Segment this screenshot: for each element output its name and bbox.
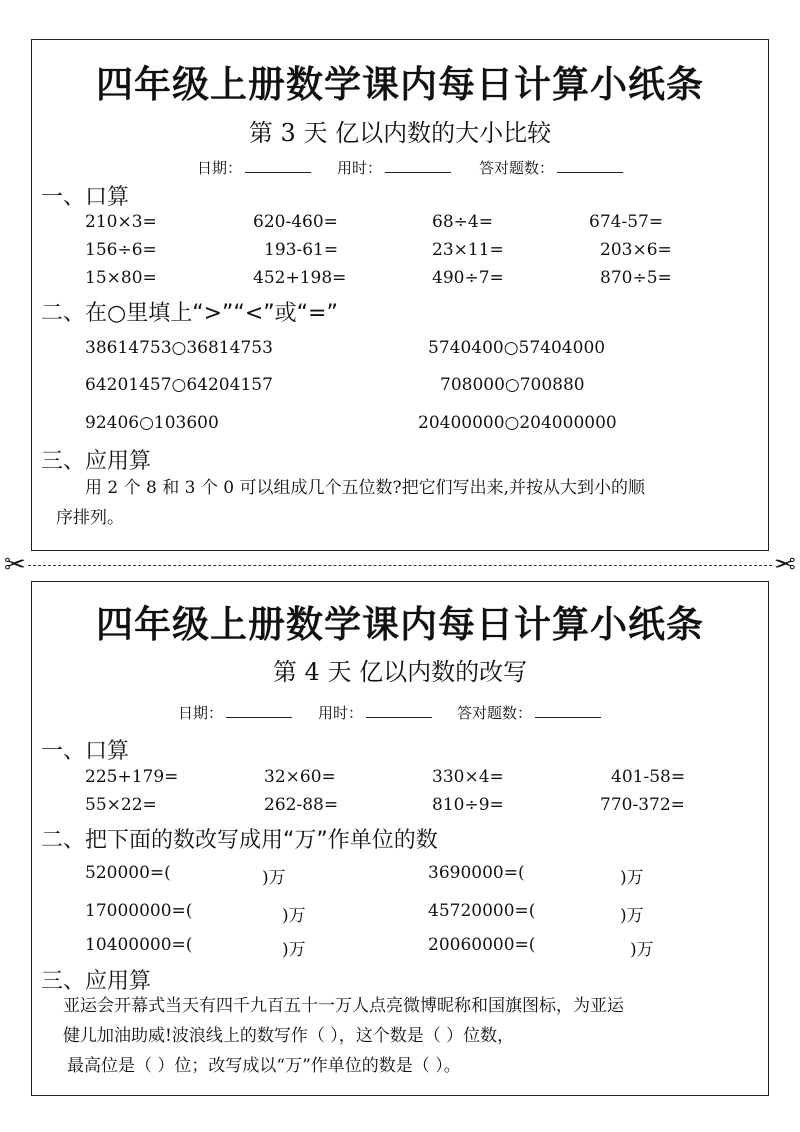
time-field <box>318 702 432 723</box>
oral-problem: 810÷9= <box>432 795 504 815</box>
word-problem-line: 用 2 个 8 和 3 个 0 可以组成几个五位数?把它们写出来,并按从大到小的顺 <box>85 478 646 498</box>
oral-problem: 674-57= <box>589 212 664 232</box>
date-blank[interactable] <box>245 160 311 173</box>
time-blank[interactable] <box>366 705 432 718</box>
oral-problem: 870÷5= <box>600 268 672 288</box>
rewrite-unit: )万 <box>630 940 654 960</box>
oral-problem: 203×6= <box>600 240 672 260</box>
rewrite-item: 45720000=( <box>428 901 536 921</box>
oral-problem: 770-372= <box>600 795 685 815</box>
day3-slip <box>31 39 769 551</box>
word-problem-line: 健儿加油助威!波浪线上的数写作（ ），这个数是（ ）位数， <box>63 1026 515 1046</box>
compare-item: 92406○103600 <box>85 413 219 433</box>
score-field <box>457 702 601 723</box>
time-field <box>337 157 451 178</box>
section-oral-heading: 一、口算 <box>41 739 130 764</box>
score-blank[interactable] <box>535 705 601 718</box>
section-compare-heading: 二、在○里填上“>”“<”或“=” <box>41 301 338 326</box>
date-blank[interactable] <box>226 705 292 718</box>
oral-problem: 262-88= <box>264 795 339 815</box>
rewrite-item: 17000000=( <box>85 901 193 921</box>
word-problem-line: 亚运会开幕式当天有四千九百五十一万人点亮微博昵称和国旗图标，为亚运 <box>63 996 624 1016</box>
oral-problem: 210×3= <box>85 212 157 232</box>
slip-title: 四年级上册数学课内每日计算小纸条 <box>96 603 704 646</box>
cut-line <box>28 565 772 566</box>
slip-subtitle: 第 4 天 亿以内数的改写 <box>272 658 528 686</box>
date-label: 日期： <box>178 704 224 722</box>
oral-problem: 156÷6= <box>85 240 157 260</box>
oral-problem: 15×80= <box>85 268 157 288</box>
compare-item: 5740400○57404000 <box>428 338 606 358</box>
rewrite-item: 3690000=( <box>428 863 525 883</box>
compare-item: 708000○700880 <box>440 375 585 395</box>
rewrite-item: 10400000=( <box>85 935 193 955</box>
time-label: 用时： <box>337 159 383 177</box>
oral-problem: 32×60= <box>264 767 336 787</box>
compare-item: 64201457○64204157 <box>85 375 273 395</box>
rewrite-unit: )万 <box>620 906 644 926</box>
scissors-icon: ✂ <box>4 550 26 580</box>
compare-item: 38614753○36814753 <box>85 338 273 358</box>
slip-title: 四年级上册数学课内每日计算小纸条 <box>96 63 704 106</box>
slip-subtitle: 第 3 天 亿以内数的大小比较 <box>248 119 552 147</box>
oral-problem: 330×4= <box>432 767 504 787</box>
rewrite-unit: )万 <box>620 868 644 888</box>
rewrite-unit: )万 <box>282 940 306 960</box>
time-blank[interactable] <box>385 160 451 173</box>
oral-problem: 401-58= <box>611 767 686 787</box>
section-word-heading: 三、应用算 <box>41 449 152 474</box>
oral-problem: 68÷4= <box>432 212 493 232</box>
oral-problem: 620-460= <box>253 212 338 232</box>
score-blank[interactable] <box>557 160 623 173</box>
day4-slip <box>31 581 769 1096</box>
rewrite-item: 520000=( <box>85 863 171 883</box>
section-word-heading: 三、应用算 <box>41 969 152 994</box>
rewrite-unit: )万 <box>262 868 286 888</box>
oral-problem: 55×22= <box>85 795 157 815</box>
rewrite-item: 20060000=( <box>428 935 536 955</box>
score-label: 答对题数： <box>457 704 533 722</box>
compare-item: 20400000○204000000 <box>418 413 617 433</box>
score-field <box>479 157 623 178</box>
oral-problem: 452+198= <box>253 268 347 288</box>
oral-problem: 225+179= <box>85 767 179 787</box>
section-oral-heading: 一、口算 <box>41 185 130 210</box>
time-label: 用时： <box>318 704 364 722</box>
section-rewrite-heading: 二、把下面的数改写成用“万”作单位的数 <box>41 828 438 853</box>
date-label: 日期： <box>197 159 243 177</box>
rewrite-unit: )万 <box>282 906 306 926</box>
date-field <box>197 157 311 178</box>
score-label: 答对题数： <box>479 159 555 177</box>
word-problem-line: 最高位是（ ）位；改写成以“万”作单位的数是（ ）。 <box>67 1056 461 1076</box>
oral-problem: 23×11= <box>432 240 504 260</box>
date-field <box>178 702 292 723</box>
scissors-icon: ✂ <box>774 550 796 580</box>
word-problem-line: 序排列。 <box>56 508 124 528</box>
oral-problem: 193-61= <box>264 240 339 260</box>
oral-problem: 490÷7= <box>432 268 504 288</box>
